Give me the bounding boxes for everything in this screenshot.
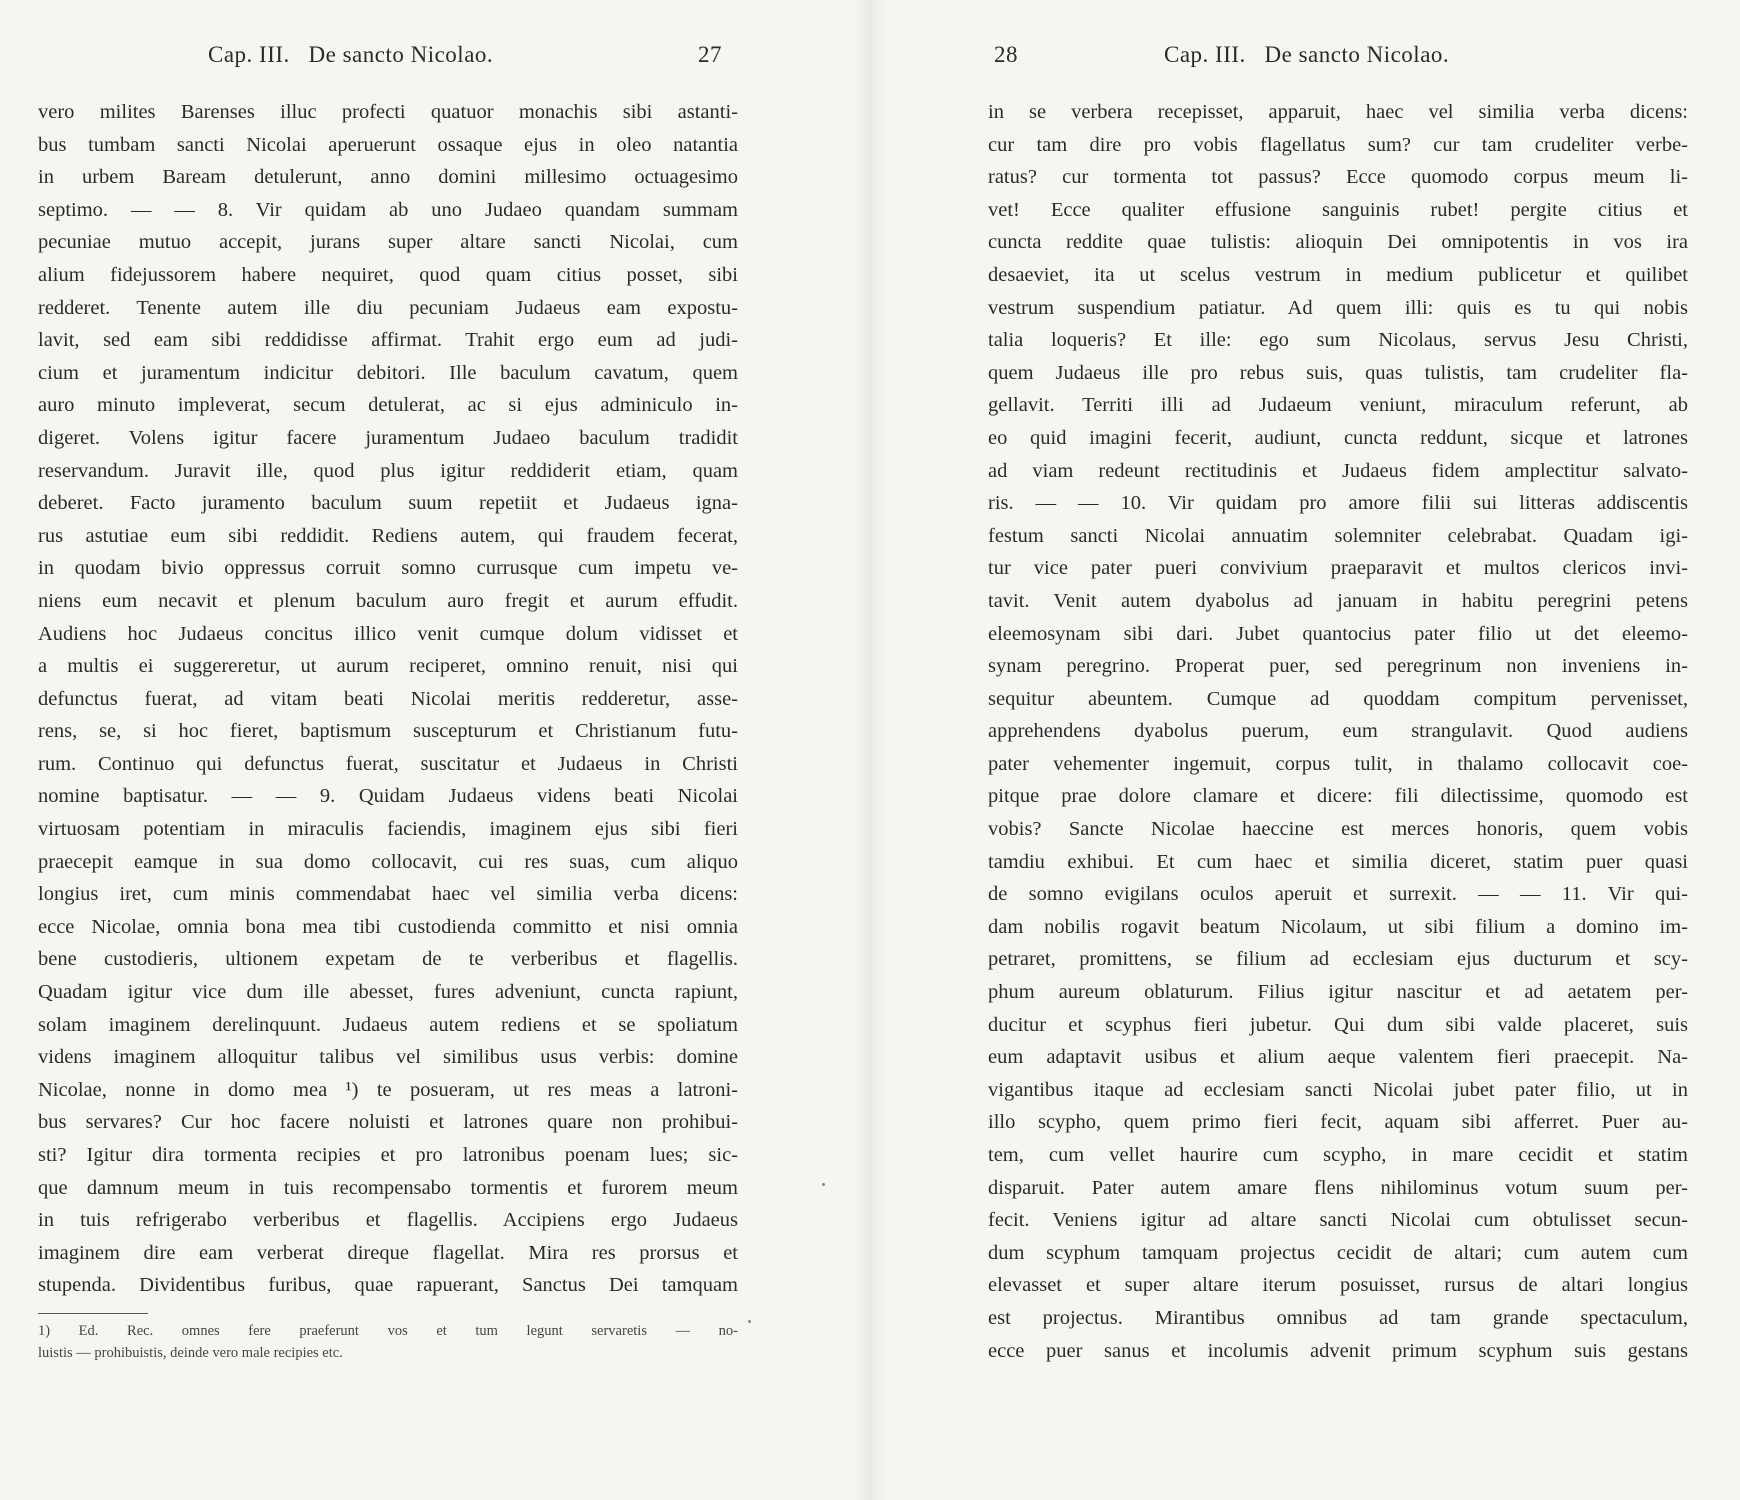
text-line: rum. Continuo qui defunctus fuerat, suscitatur et Judaeus in Christi <box>38 752 738 775</box>
paper-speck <box>748 1320 751 1323</box>
text-line: bus tumbam sancti Nicolai aperuerunt ossaque ejus in oleo natantia <box>38 133 738 156</box>
text-line: Quadam igitur vice dum ille abesset, fures adveniunt, cuncta rapiunt, <box>38 981 738 1004</box>
text-line: videns imaginem alloquitur talibus vel similibus usus verbis: domine <box>38 1046 738 1069</box>
footnote-line: luistis — prohibuistis, deinde vero male recipies etc. <box>38 1345 343 1361</box>
text-line: vet! Ecce qualiter effusione sanguinis rubet! pergite citius et <box>988 198 1688 221</box>
text-line: cuncta reddite quae tulistis: alioquin Dei omnipotentis in vos ira <box>988 231 1688 254</box>
text-line: tamdiu exhibui. Et cum haec et similia diceret, statim puer quasi <box>988 850 1688 873</box>
text-line: sti? Igitur dira tormenta recipies et pro latronibus poenam lues; sic- <box>38 1144 738 1166</box>
text-line: deberet. Facto juramento baculum suum repetiit et Judaeus igna- <box>38 492 738 515</box>
text-line: eum adaptavit usibus et alium aeque valentem fieri praecepit. Na- <box>988 1046 1688 1069</box>
text-line: praecepit eamque in sua domo collocavit, cui res suas, cum aliquo <box>38 850 738 873</box>
text-line: septimo. — — 8. Vir quidam ab uno Judaeo quandam summam <box>38 198 738 221</box>
text-line: ad viam redeunt rectitudinis et Judaeus fidem amplectitur salvato- <box>988 459 1688 482</box>
text-line: eo quid imagini fecerit, audiunt, cuncta reddunt, sicque et latrones <box>988 426 1688 449</box>
text-line: fecit. Veniens igitur ad altare sancti Nicolai cum obtulisset secun- <box>988 1209 1688 1232</box>
text-line: virtuosam potentiam in miraculis faciendis, imaginem ejus sibi fieri <box>38 818 738 841</box>
text-line: ecce puer sanus et incolumis advenit primum scyphum suis gestans <box>988 1339 1688 1362</box>
text-line: vigantibus itaque ad ecclesiam sancti Nicolai jubet pater filio, ut in <box>988 1078 1688 1101</box>
text-line: vero milites Barenses illuc profecti quatuor monachis sibi astanti- <box>38 101 738 123</box>
text-line: in quodam bivio oppressus corruit somno currusque cum impetu ve- <box>38 557 738 580</box>
right-page-body <box>988 96 1688 1367</box>
text-line: pecuniae mutuo accepit, jurans super altare sancti Nicolai, cum <box>38 231 738 254</box>
text-line: vestrum suspendium patiatur. Ad quem illi: quis es tu qui nobis <box>988 296 1688 319</box>
book-gutter <box>855 0 885 1500</box>
text-line: solam imaginem derelinquunt. Judaeus autem rediens et se spoliatum <box>38 1013 738 1036</box>
text-line: de somno evigilans oculos aperuit et surrexit. — — 11. Vir qui- <box>988 883 1688 906</box>
text-line: alium fidejussorem habere nequiret, quod quam citius posset, sibi <box>38 263 738 286</box>
text-line: gellavit. Territi illi ad Judaeum veniunt, miraculum referunt, ab <box>988 394 1688 417</box>
text-line: a multis ei suggereretur, ut aurum reciperet, omnino renuit, nisi qui <box>38 655 738 678</box>
text-line: nomine baptisatur. — — 9. Quidam Judaeus videns beati Nicolai <box>38 785 738 808</box>
text-line: pater vehementer ingemuit, corpus tulit, in thalamo collocavit coe- <box>988 752 1688 775</box>
text-line: synam peregrino. Properat puer, sed peregrinum non inveniens in- <box>988 655 1688 678</box>
right-page-number: 28 <box>994 42 1018 67</box>
right-page-header <box>988 42 1688 82</box>
text-line: eleemosynam sibi dari. Jubet quantocius pater filio ut det eleemo- <box>988 622 1688 645</box>
text-line: auro minuto impleverat, secum detulerat, ac si ejus adminiculo in- <box>38 394 738 417</box>
text-line: longius iret, cum minis commendabat haec vel similia verba dicens: <box>38 883 738 906</box>
text-line: phum aureum oblaturum. Filius igitur nascitur et ad aetatem per- <box>988 981 1688 1004</box>
text-line: petraret, promittens, se filium ad ecclesiam ejus ducturum et scy- <box>988 948 1688 971</box>
left-footnote <box>38 1320 738 1364</box>
text-line: cur tam dire pro vobis flagellatus sum? cur tam crudeliter verbe- <box>988 133 1688 156</box>
text-line: illo scypho, quem primo fieri fecit, aquam sibi afferret. Puer au- <box>988 1111 1688 1134</box>
text-line: quem Judaeus ille pro rebus suis, quas tulistis, tam crudeliter fla- <box>988 361 1688 384</box>
text-line: tur vice pater pueri convivium praeparavit et multos clericos invi- <box>988 557 1688 580</box>
text-line: ecce Nicolae, omnia bona mea tibi custodienda committo et nisi omnia <box>38 915 738 938</box>
text-line: desaeviet, ita ut scelus vestrum in medium publicetur et quilibet <box>988 263 1688 286</box>
left-page <box>38 0 738 1500</box>
text-line: disparuit. Pater autem amare flens nihilominus votum suum per- <box>988 1176 1688 1199</box>
text-line: apprehendens dyabolus puerum, eum strangulavit. Quod audiens <box>988 720 1688 743</box>
text-line: bene custodieris, ultionem expetam de te verberibus et flagellis. <box>38 948 738 971</box>
text-line: in tuis refrigerabo verberibus et flagellis. Accipiens ergo Judaeus <box>38 1209 738 1232</box>
text-line: defunctus fuerat, ad vitam beati Nicolai meritis redderetur, asse- <box>38 687 738 710</box>
left-page-body <box>38 96 738 1302</box>
left-running-title: Cap. III. De sancto Nicolao. <box>208 42 494 67</box>
text-line: sequitur abeuntem. Cumque ad quoddam compitum pervenisset, <box>988 687 1688 710</box>
text-line: ratus? cur tormenta tot passus? Ecce quomodo corpus meum li- <box>988 166 1688 189</box>
paper-speck <box>822 1183 825 1186</box>
footnote-line: 1) Ed. Rec. omnes fere praeferunt vos et tum legunt servaretis — no- <box>38 1323 738 1339</box>
text-line: Nicolae, nonne in domo mea ¹) te posueram, ut res meas a latroni- <box>38 1078 738 1101</box>
text-line: stupenda. Dividentibus furibus, quae rapuerant, Sanctus Dei tamquam <box>38 1274 738 1297</box>
text-line: digeret. Volens igitur facere juramentum Judaeo baculum tradidit <box>38 426 738 449</box>
text-line: reservandum. Juravit ille, quod plus igitur reddiderit etiam, quam <box>38 459 738 482</box>
right-running-title: Cap. III. De sancto Nicolao. <box>1164 42 1450 67</box>
text-line: pitque prae dolore clamare et dicere: fili dilectissime, quomodo est <box>988 785 1688 808</box>
text-line: imaginem dire eam verberat direque flagellat. Mira res prorsus et <box>38 1241 738 1264</box>
text-line: que damnum meum in tuis recompensabo tormentis et furorem meum <box>38 1176 738 1199</box>
text-line: ducitur et scyphus fieri jubetur. Qui dum sibi valde placeret, suis <box>988 1013 1688 1036</box>
text-line: ris. — — 10. Vir quidam pro amore filii sui litteras addiscentis <box>988 492 1688 515</box>
text-line: dam nobilis rogavit beatum Nicolaum, ut sibi filium a domino im- <box>988 915 1688 938</box>
text-line: Audiens hoc Judaeus concitus illico venit cumque dolum vidisset et <box>38 622 738 645</box>
left-page-number: 27 <box>698 42 722 67</box>
left-page-header <box>38 42 738 82</box>
text-line: festum sancti Nicolai annuatim solemniter celebrabat. Quadam igi- <box>988 524 1688 547</box>
right-page <box>988 0 1688 1500</box>
text-line: in urbem Baream detulerunt, anno domini millesimo octuagesimo <box>38 166 738 189</box>
text-line: elevasset et super altare iterum posuisset, rursus de altari longius <box>988 1274 1688 1297</box>
text-line: tem, cum vellet haurire cum scypho, in mare cecidit et statim <box>988 1144 1688 1166</box>
text-line: in se verbera recepisset, apparuit, haec vel similia verba dicens: <box>988 101 1688 123</box>
text-line: vobis? Sancte Nicolae haeccine est merces honoris, quem vobis <box>988 818 1688 841</box>
text-line: cium et juramentum indicitur debitori. Ille baculum cavatum, quem <box>38 361 738 384</box>
text-line: bus servares? Cur hoc facere noluisti et latrones quare non prohibui- <box>38 1111 738 1134</box>
text-line: redderet. Tenente autem ille diu pecuniam Judaeus eam expostu- <box>38 296 738 319</box>
text-line: lavit, sed eam sibi reddidisse affirmat. Trahit ergo eum ad judi- <box>38 329 738 352</box>
text-line: talia loqueris? Et ille: ego sum Nicolaus, servus Jesu Christi, <box>988 329 1688 352</box>
text-line: niens eum necavit et plenum baculum auro fregit et aurum effudit. <box>38 589 738 612</box>
text-line: rens, se, si hoc fieret, baptismum suscepturum et Christianum futu- <box>38 720 738 743</box>
text-line: rus astutiae eum sibi reddidit. Rediens autem, qui fraudem fecerat, <box>38 524 738 547</box>
text-line: tavit. Venit autem dyabolus ad januam in habitu peregrini petens <box>988 589 1688 612</box>
text-line: est projectus. Mirantibus omnibus ad tam grande spectaculum, <box>988 1306 1688 1329</box>
text-line: dum scyphum tamquam projectus cecidit de altari; cum autem cum <box>988 1241 1688 1264</box>
footnote-rule <box>38 1313 148 1314</box>
